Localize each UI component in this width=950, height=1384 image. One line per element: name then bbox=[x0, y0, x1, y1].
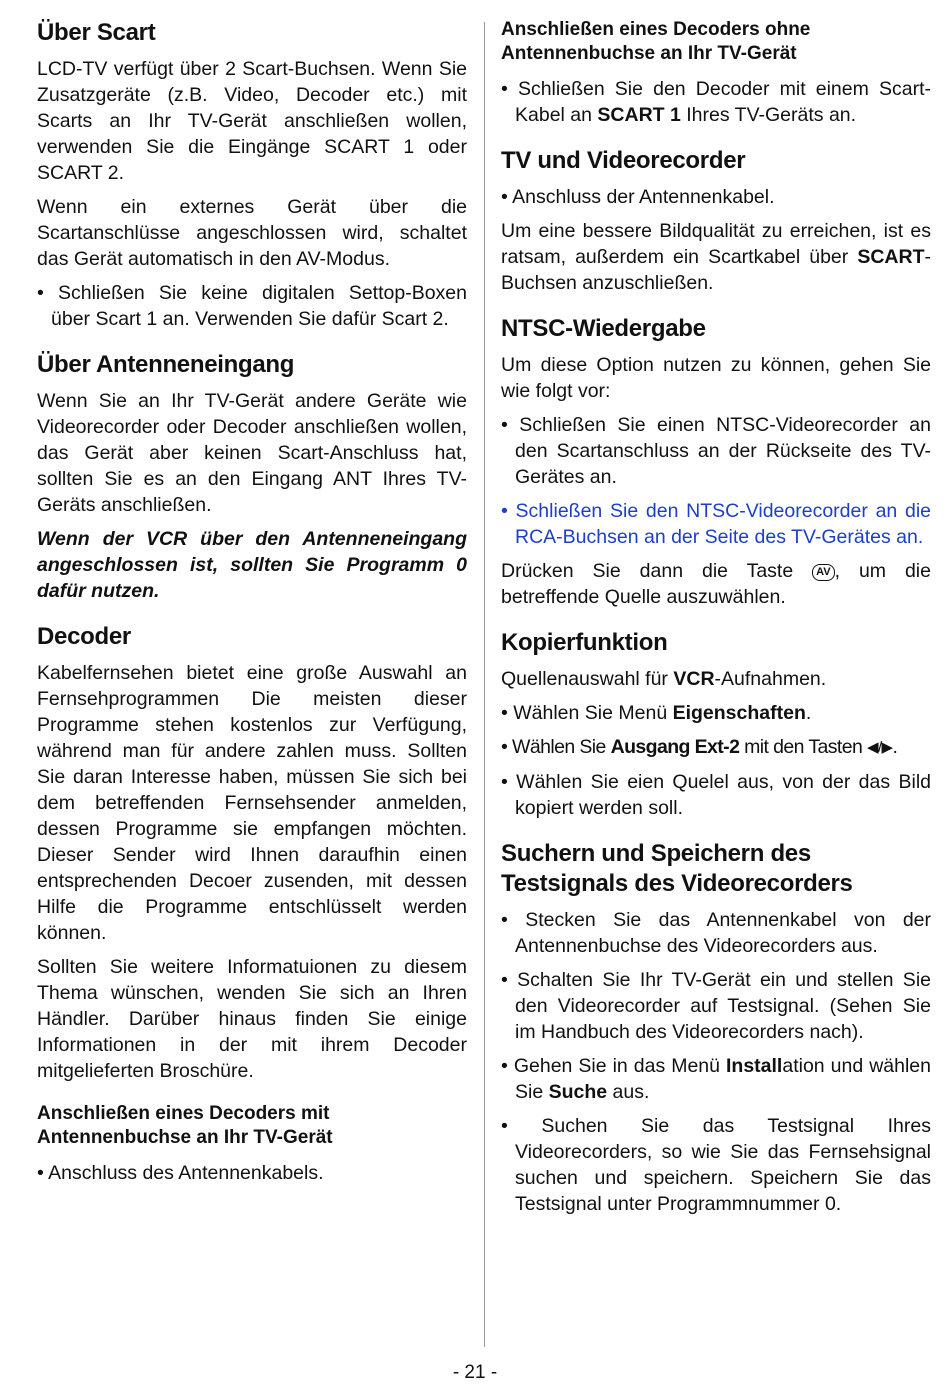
tv-paragraph-1 bbox=[501, 218, 931, 296]
antenne-paragraph-1: Wenn Sie an Ihr TV-Gerät andere Geräte wie Videorecorder oder Decoder anschließen wollen, das Gerät aber keinen Scart-Anschluss hat, sollten Sie es an den Eingang ANT Ihres TV-Geräts anschließen. bbox=[37, 390, 467, 516]
kopier-bullet-2 bbox=[501, 734, 931, 761]
heading-ueber-scart: Über Scart bbox=[37, 19, 156, 46]
ohne-bullet-text: • Schließen Sie den Decoder mit einem Scart-Kabel an bbox=[501, 78, 931, 126]
kopier-bullet-1-end: . bbox=[805, 702, 812, 724]
ntsc-paragraph-text: Drücken Sie dann die Taste bbox=[501, 560, 813, 582]
mit-bullet-1: • Anschluss des Antennenkabels. bbox=[37, 1162, 324, 1184]
decoder-paragraph-2: Sollten Sie weitere Informatuionen zu diesem Thema wünschen, wenden Sie sich an Ihren Händler. Darüber hinaus finden Sie einige Informationen in der mit ihrem Decoder mitgelieferten Broschüre. bbox=[37, 956, 467, 1082]
kopier-bullet-3: • Wählen Sie eien Quelel aus, von der das Bild kopiert werden soll. bbox=[501, 771, 931, 819]
such-bullet-3-mid: ation und wählen Sie bbox=[515, 1055, 931, 1103]
av-button-icon: AV bbox=[812, 564, 834, 581]
heading-ntsc-wiedergabe: NTSC-Wiedergabe bbox=[501, 315, 706, 342]
such-bullet-3-text: • Gehen Sie in das Menü bbox=[501, 1055, 726, 1077]
such-bullet-2: • Schalten Sie Ihr TV-Gerät ein und stellen Sie den Videorecorder auf Testsignal. (Sehen Sie im Handbuch des Videorecorders nach). bbox=[501, 969, 931, 1043]
vcr-label: VCR bbox=[673, 668, 715, 690]
such-bullet-1: • Stecken Sie das Antennenkabel von der Antennenbuchse des Videorecorders aus. bbox=[501, 909, 931, 957]
tv-paragraph-text: Um eine bessere Bildqualität zu erreichen, ist es ratsam, außerdem ein Scartkabel über bbox=[501, 220, 931, 268]
kopier-text: Quellenauswahl für bbox=[501, 668, 674, 690]
decoder-paragraph-1: Kabelfernsehen bietet eine große Auswahl an Fernsehprogrammen Die meisten dieser Programme stehen kostenlos zur Verfügung, während man für andere zahlen muss. Sollten Sie daran Interesse haben, müssen Sie sich bei dem betreffenden Fernsehsender anmelden, dessen Programme sie empfangen möchten. Dieser Sender wird Ihnen daraufhin einen entsprechenden Decoer zusenden, mit dessen Hilfe die Programme entschlüsselt werden können. bbox=[37, 662, 467, 944]
such-bullet-3-end: aus. bbox=[607, 1081, 650, 1103]
scart-label: SCART bbox=[857, 246, 925, 268]
eigenschaften-label: Eigenschaften bbox=[672, 702, 806, 724]
page-number: - 21 - bbox=[452, 1362, 498, 1383]
ntsc-bullet-1: • Schließen Sie einen NTSC-Videorecorder an den Scartanschluss an der Rückseite des TV-Gerätes an. bbox=[501, 414, 931, 488]
ohne-bullet-1 bbox=[501, 76, 931, 128]
scart-paragraph-1: LCD-TV verfügt über 2 Scart-Buchsen. Wenn Sie Zusatzgeräte (z.B. Video, Decoder etc.) mit Scarts an Ihr TV-Gerät anschließen wollen, verwenden Sie die Eingänge SCART 1 oder SCART 2. bbox=[37, 58, 467, 184]
heading-kopierfunktion: Kopierfunktion bbox=[501, 629, 668, 656]
heading-decoder-ohne-antennenbuchse: Anschließen eines Decoders ohne Antennenbuchse an Ihr TV-Gerät bbox=[501, 19, 811, 64]
scart-paragraph-2: Wenn ein externes Gerät über die Scartanschlüsse angeschlossen wird, schaltet das Gerät automatisch in den AV-Modus. bbox=[37, 196, 467, 270]
ausgang-ext-2-label: Ausgang Ext-2 bbox=[610, 736, 740, 758]
kopier-bullet-1-text: • Wählen Sie Menü bbox=[501, 702, 673, 724]
scart-1-label: SCART 1 bbox=[597, 104, 681, 126]
heading-decoder-mit-antennenbuchse: Anschließen eines Decoders mit Antennenbuchse an Ihr TV-Gerät bbox=[37, 1103, 333, 1148]
such-bullet-3 bbox=[501, 1053, 931, 1105]
kopier-bullet-2-end: . bbox=[892, 736, 898, 758]
left-column bbox=[37, 18, 467, 1194]
scart-bullet-1: • Schließen Sie keine digitalen Settop-Boxen über Scart 1 an. Verwenden Sie dafür Scart 2. bbox=[37, 282, 467, 330]
kopier-bullet-1 bbox=[501, 700, 931, 726]
install-label: Install bbox=[726, 1055, 783, 1077]
kopier-bullet-2-mid: mit den Tasten bbox=[739, 736, 868, 758]
ntsc-bullet-2: • Schließen Sie den NTSC-Videorecorder an die RCA-Buchsen an der Seite des TV-Gerätes an. bbox=[501, 500, 931, 548]
heading-suchern-und-speichern: Suchern und Speichern des Testsignals des Videorecorders bbox=[501, 840, 853, 897]
kopier-bullet-2-text: • Wählen Sie bbox=[501, 736, 611, 758]
heading-decoder: Decoder bbox=[37, 623, 131, 650]
left-right-arrow-icon: ◀/▶ bbox=[867, 739, 893, 756]
heading-tv-und-videorecorder: TV und Videorecorder bbox=[501, 147, 746, 174]
ntsc-paragraph-2 bbox=[501, 558, 931, 610]
ohne-bullet-text-end: Ihres TV-Geräts an. bbox=[680, 104, 857, 126]
right-column bbox=[501, 18, 931, 1225]
tv-bullet-1: • Anschluss der Antennenkabel. bbox=[501, 186, 775, 208]
kopier-text-end: -Aufnahmen. bbox=[714, 668, 827, 690]
kopier-paragraph-1 bbox=[501, 666, 931, 692]
heading-ueber-antenneneingang: Über Antenneneingang bbox=[37, 351, 295, 378]
suche-label: Suche bbox=[548, 1081, 608, 1103]
column-divider bbox=[484, 22, 485, 1347]
tv-paragraph-text-end: -Buchsen anzuschließen. bbox=[501, 246, 931, 294]
ntsc-paragraph-1: Um diese Option nutzen zu können, gehen Sie wie folgt vor: bbox=[501, 354, 931, 402]
ntsc-paragraph-text-end: , um die betreffende Quelle auszuwählen. bbox=[501, 560, 931, 608]
such-bullet-4: • Suchen Sie das Testsignal Ihres Videorecorders, so wie Sie das Fernsehsignal suchen und speichern. Speichern Sie das Testsignal unter Programmnummer 0. bbox=[501, 1115, 931, 1215]
antenne-note: Wenn der VCR über den Antenneneingang angeschlossen ist, sollten Sie Programm 0 dafür nutzen. bbox=[37, 528, 467, 602]
